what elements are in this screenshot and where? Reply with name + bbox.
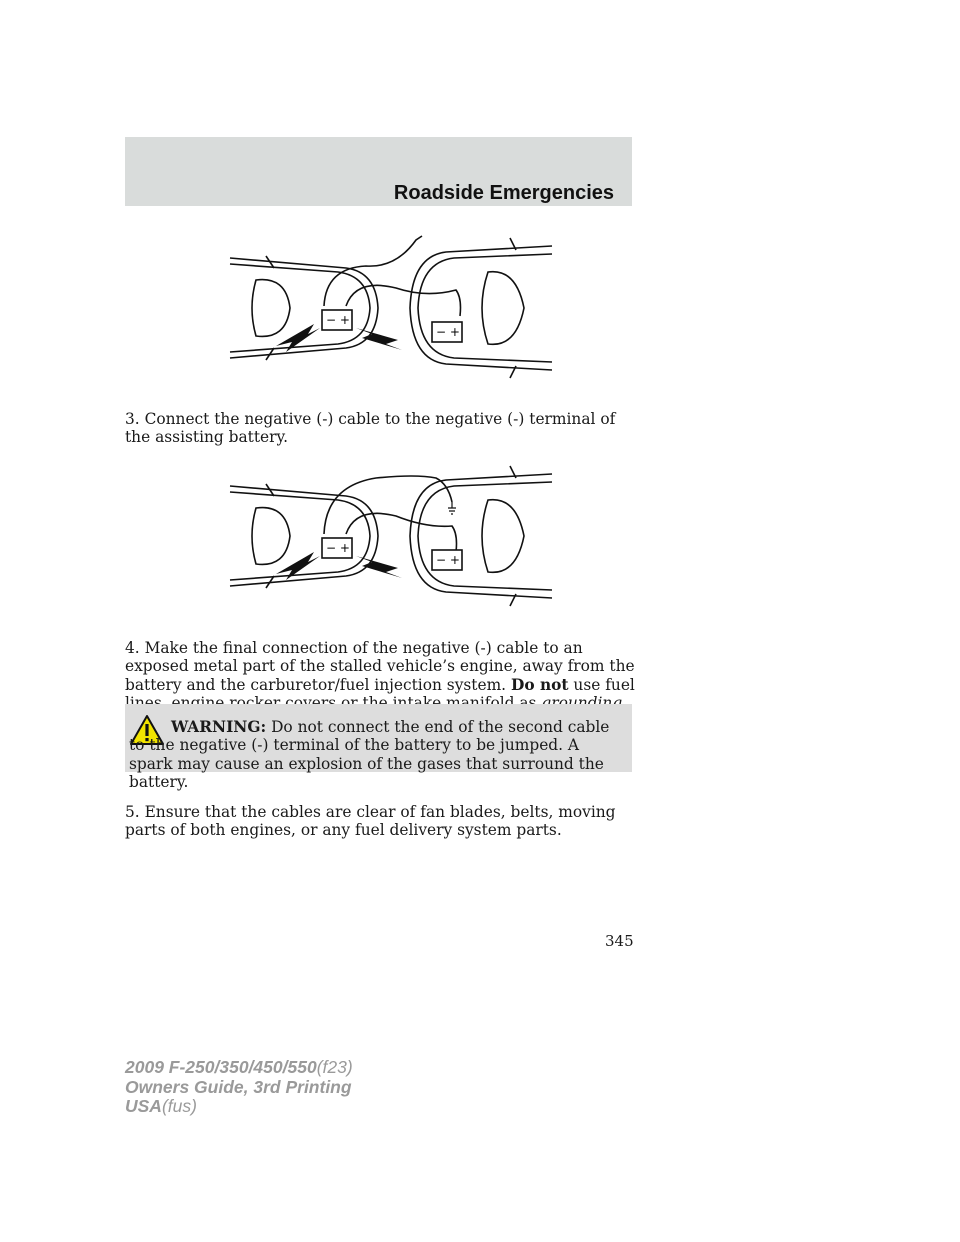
- step-3-paragraph: 3. Connect the negative (-) cable to the negative (-) terminal of the assisting battery.: [125, 410, 616, 447]
- battery-terminals-right: − +: [436, 325, 460, 339]
- warning-text: [129, 718, 625, 792]
- page-number: 345: [605, 932, 634, 950]
- step-5-paragraph: 5. Ensure that the cables are clear of fan blades, belts, moving parts of both engines, or any fuel delivery system parts.: [125, 803, 616, 840]
- step-4-text: 4. Make the final connection of the negative (-) cable to an exposed metal part of the stalled vehicle’s engine, away from the battery and the carburetor/fuel injection system.: [125, 639, 635, 694]
- warning-label: WARNING:: [171, 718, 267, 736]
- ground-icon: [448, 502, 456, 514]
- footer-region-code: (fus): [161, 1096, 197, 1116]
- jump-start-diagram-step3: [226, 456, 556, 616]
- warning-message: Do not connect the end of the second cable to the negative (-) terminal of the battery to be jumped. A spark may cause an explosion of the gases that surround the battery.: [129, 718, 610, 792]
- document-footer: [125, 1058, 353, 1117]
- footer-region: USA: [125, 1096, 162, 1116]
- battery-terminals-left: − +: [326, 541, 350, 555]
- jump-start-diagram-step2: [226, 228, 556, 388]
- section-header: [125, 137, 632, 206]
- footer-model-code: (f23): [316, 1057, 353, 1077]
- footer-edition: Owners Guide, 3rd Printing: [125, 1076, 352, 1097]
- section-title: Roadside Emergencies: [393, 182, 614, 204]
- battery-terminals-left: − +: [326, 313, 350, 327]
- warning-box: [125, 704, 632, 792]
- step-4-text-cont: use fuel: [573, 675, 635, 694]
- battery-terminals-right: − +: [436, 553, 460, 567]
- step-4-emphasis: Do not: [510, 675, 569, 694]
- footer-model: 2009 F-250/350/450/550: [125, 1057, 317, 1077]
